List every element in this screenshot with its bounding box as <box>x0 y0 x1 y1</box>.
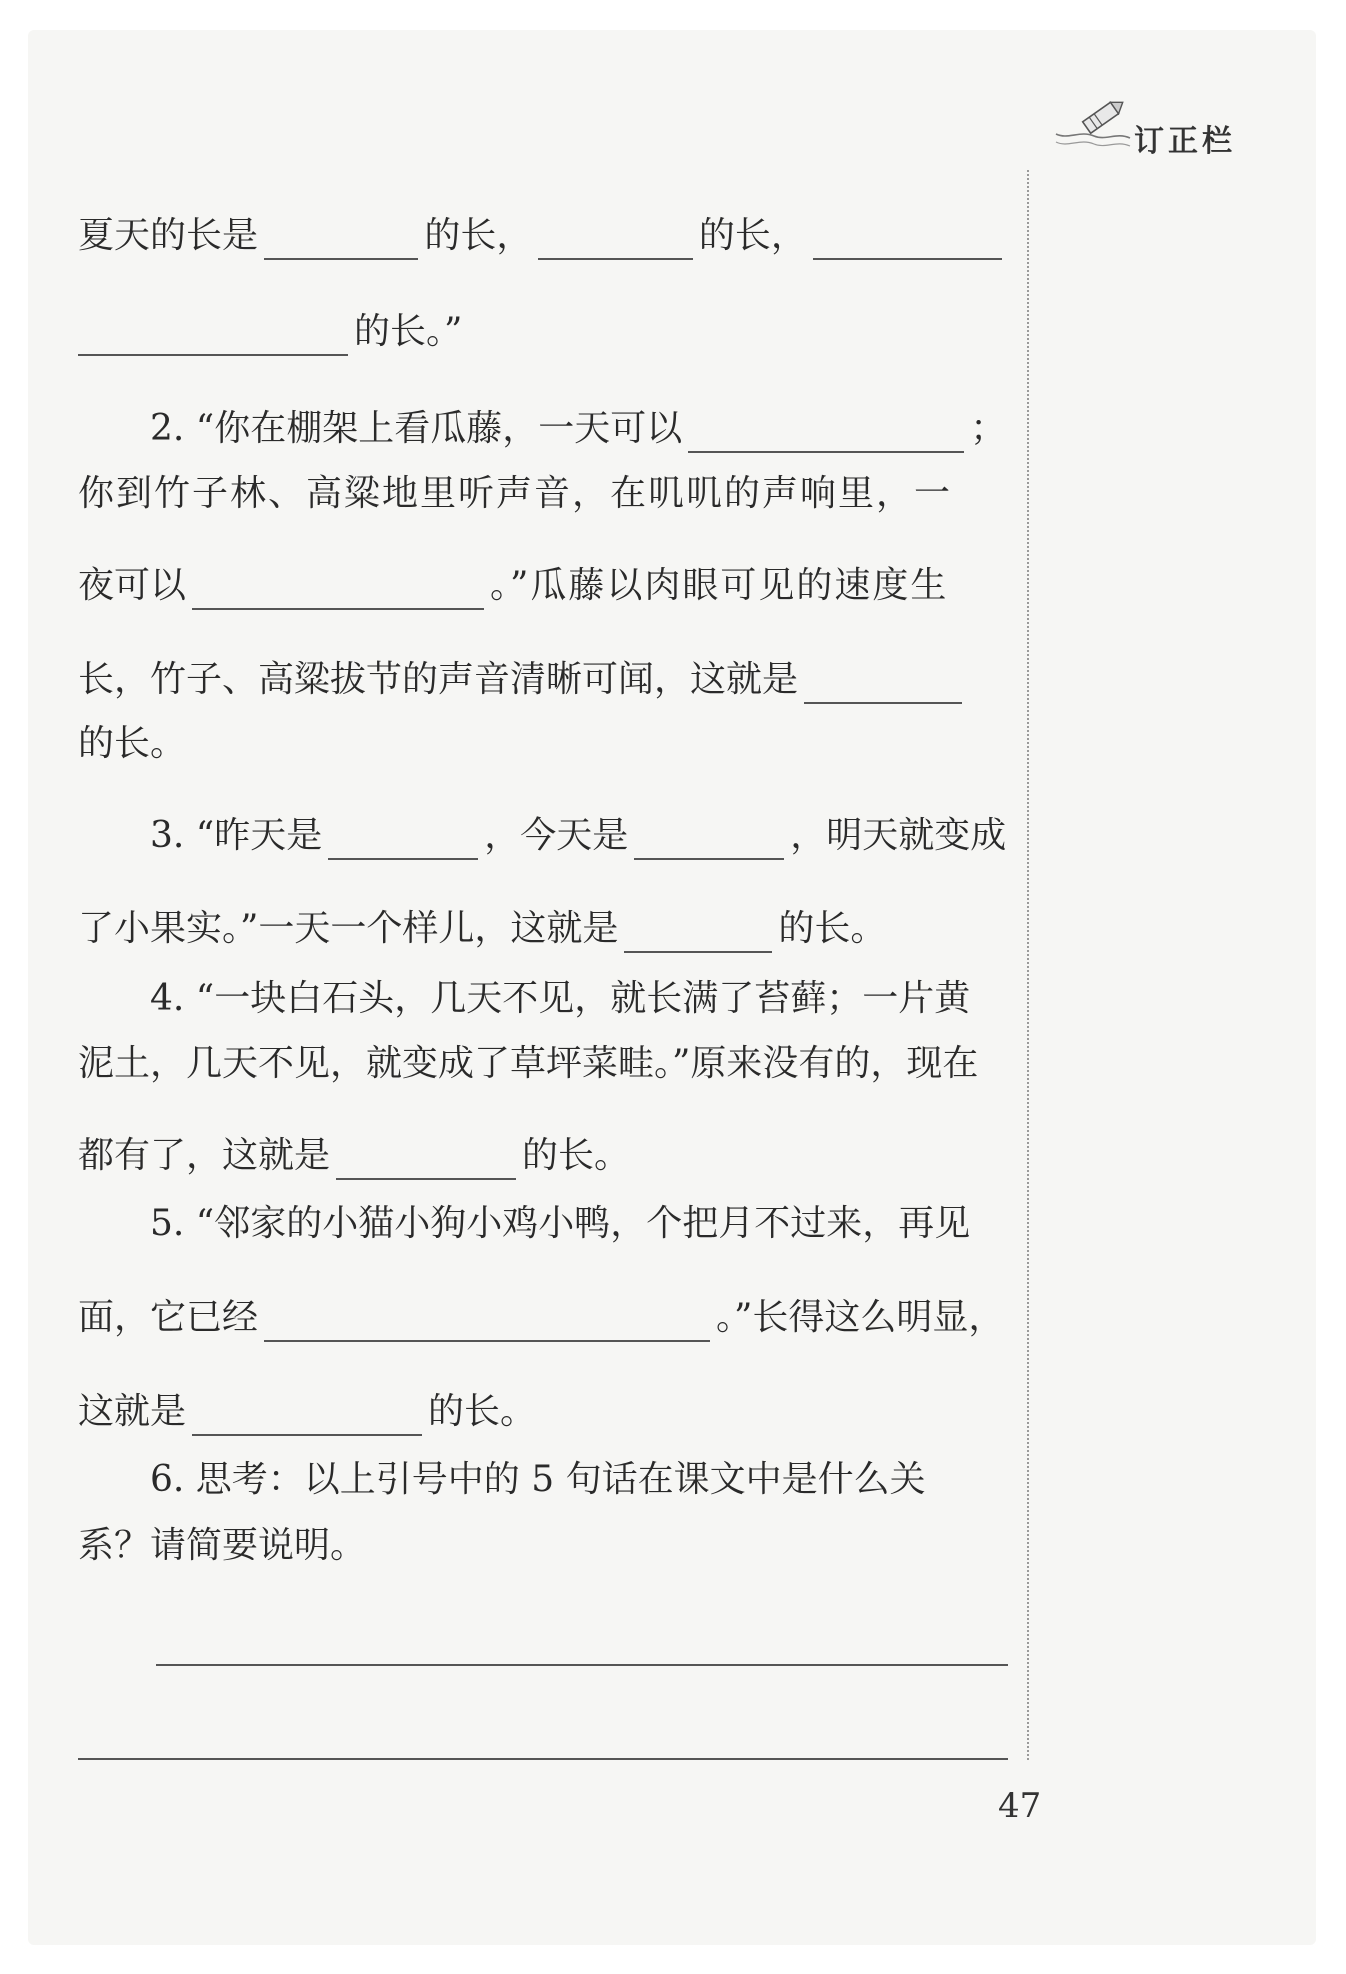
page-number: 47 <box>998 1786 1042 1826</box>
text: 。”瓜藤以肉眼可见的速度生 <box>490 565 949 606</box>
fill-blank[interactable] <box>804 662 962 704</box>
text: ； <box>970 408 1007 449</box>
fill-blank[interactable] <box>813 218 1002 260</box>
question-2-line <box>78 470 1008 518</box>
text: 你到竹子林、高粱地里听声音，在叽叽的声响里，一 <box>78 473 953 514</box>
fill-blank[interactable] <box>688 411 964 453</box>
answer-line[interactable] <box>156 1664 1008 1666</box>
text: 的长。 <box>78 723 187 764</box>
text: 的长， <box>424 215 533 256</box>
text: 夜可以 <box>78 565 187 606</box>
fill-blank[interactable] <box>192 568 484 610</box>
question-5-line <box>78 1294 1008 1342</box>
text: 的长。 <box>778 908 887 949</box>
question-2-line <box>78 656 1008 704</box>
text: 都有了，这就是 <box>78 1135 331 1176</box>
question-5-line <box>78 1388 1008 1436</box>
question-3-line <box>150 812 1008 860</box>
fill-blank[interactable] <box>78 314 348 356</box>
question-5-line <box>150 1200 1008 1248</box>
question-2-line <box>150 405 1008 453</box>
correction-column-divider <box>1027 170 1029 1760</box>
fill-blank[interactable] <box>264 218 418 260</box>
fill-blank[interactable] <box>538 218 692 260</box>
text-line <box>78 308 1008 356</box>
text: 的长。 <box>522 1135 631 1176</box>
question-4-line <box>78 1040 1008 1088</box>
text: 这就是 <box>78 1391 187 1432</box>
fill-blank[interactable] <box>634 818 784 860</box>
text: 2. “你在棚架上看瓜藤，一天可以 <box>150 408 683 449</box>
text-line <box>78 212 1008 260</box>
question-2-line <box>78 562 1008 610</box>
text: 3. “昨天是 <box>150 815 323 856</box>
text: 4. “一块白石头，几天不见，就长满了苔藓；一片黄 <box>150 978 971 1019</box>
text: ，明天就变成 <box>790 815 1007 856</box>
text: 泥土，几天不见，就变成了草坪菜畦。”原来没有的，现在 <box>78 1043 979 1084</box>
text: 的长。” <box>354 311 463 352</box>
text: 了小果实。”一天一个样儿，这就是 <box>78 908 619 949</box>
text: 。”长得这么明显， <box>716 1297 1005 1338</box>
pencil-icon <box>1050 96 1140 156</box>
text: 系？请简要说明。 <box>78 1525 367 1566</box>
question-4-line <box>150 975 1008 1023</box>
question-3-line <box>78 905 1008 953</box>
fill-blank[interactable] <box>336 1138 516 1180</box>
text: ，今天是 <box>484 815 629 856</box>
text: 长，竹子、高粱拔节的声音清晰可闻，这就是 <box>78 659 799 700</box>
fill-blank[interactable] <box>328 818 478 860</box>
question-6-line <box>78 1522 1008 1570</box>
answer-line[interactable] <box>78 1758 1008 1760</box>
text: 的长。 <box>428 1391 537 1432</box>
question-2-line <box>78 720 1008 768</box>
fill-blank[interactable] <box>264 1300 710 1342</box>
question-6-line <box>150 1456 1008 1504</box>
question-4-line <box>78 1132 1008 1180</box>
text: 的长， <box>698 215 807 256</box>
text: 夏天的长是 <box>78 215 259 256</box>
correction-column-header <box>1050 96 1260 159</box>
text: 6. 思考：以上引号中的 5 句话在课文中是什么关 <box>150 1459 926 1500</box>
fill-blank[interactable] <box>192 1394 422 1436</box>
text: 5. “邻家的小猫小狗小鸡小鸭，个把月不过来，再见 <box>150 1203 971 1244</box>
correction-column-title: 订正栏 <box>1134 124 1236 159</box>
text: 面，它已经 <box>78 1297 259 1338</box>
fill-blank[interactable] <box>624 911 772 953</box>
